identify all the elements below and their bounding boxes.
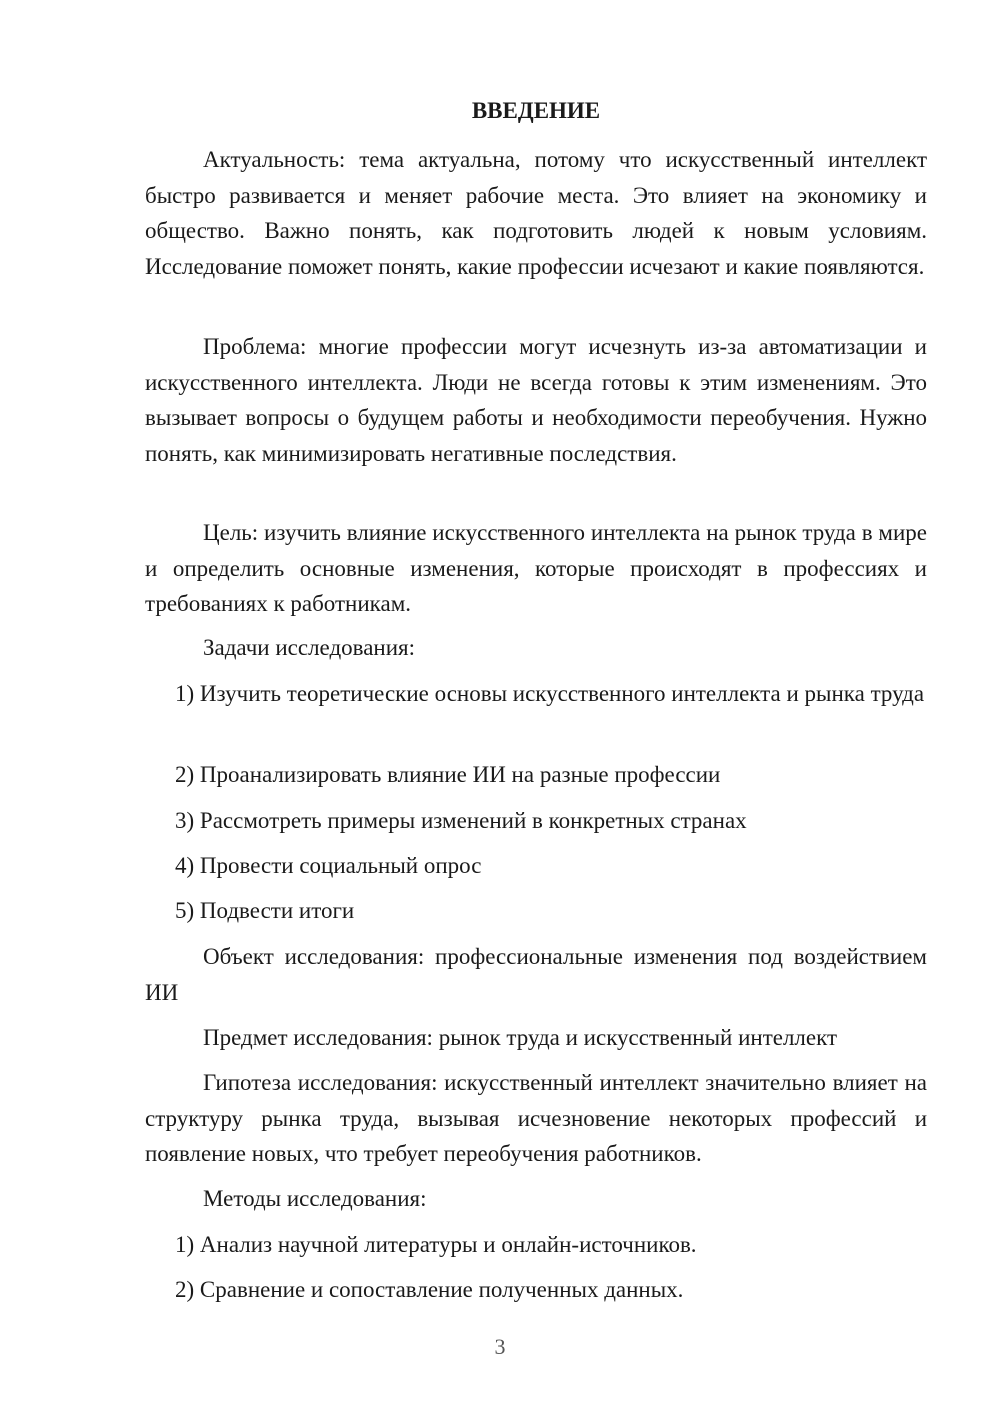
list-item: 5) Подвести итоги xyxy=(175,898,355,923)
list-item: 4) Провести социальный опрос xyxy=(175,853,482,878)
methods-title: Методы исследования: xyxy=(203,1186,427,1211)
page-number: 3 xyxy=(494,1334,506,1359)
paragraph-problem: Проблема: многие профессии могут исчезнуть из-за автоматизации и искусственного интеллекта. Люди не всегда готовы к этим изменениям. Это вызывает вопросы о будущем работы и необходимости переобучения. Нужно понять, как минимизировать негативные последствия. xyxy=(145,334,927,466)
paragraph-hypothesis: Гипотеза исследования: искусственный интеллект значительно влияет на структуру рынка труда, вызывая исчезновение некоторых профессий и появление новых, что требует переобучения работников. xyxy=(145,1070,927,1166)
paragraph-goal: Цель: изучить влияние искусственного интеллекта на рынок труда в мире и определить основные изменения, которые происходят в профессиях и требованиях к работникам. xyxy=(145,520,927,616)
tasks-title: Задачи исследования: xyxy=(203,635,416,660)
list-item: 2) Проанализировать влияние ИИ на разные профессии xyxy=(175,762,721,787)
list-item: 3) Рассмотреть примеры изменений в конкретных странах xyxy=(175,808,747,833)
list-item: 1) Изучить теоретические основы искусственного интеллекта и рынка труда xyxy=(175,681,925,706)
page-heading: ВВЕДЕНИЕ xyxy=(471,98,601,123)
list-item: 2) Сравнение и сопоставление полученных данных. xyxy=(175,1277,684,1302)
paragraph-object: Объект исследования: профессиональные изменения под воздействием ИИ xyxy=(145,944,927,1005)
paragraph-subject: Предмет исследования: рынок труда и искусственный интеллект xyxy=(203,1025,838,1050)
list-item: 1) Анализ научной литературы и онлайн-источников. xyxy=(175,1232,697,1257)
paragraph-relevance: Актуальность: тема актуальна, потому что искусственный интеллект быстро развивается и меняет рабочие места. Это влияет на экономику и общество. Важно понять, как подготовить людей к новым условиям. Исследование поможет понять, какие профессии исчезают и какие появляются. xyxy=(145,147,927,279)
